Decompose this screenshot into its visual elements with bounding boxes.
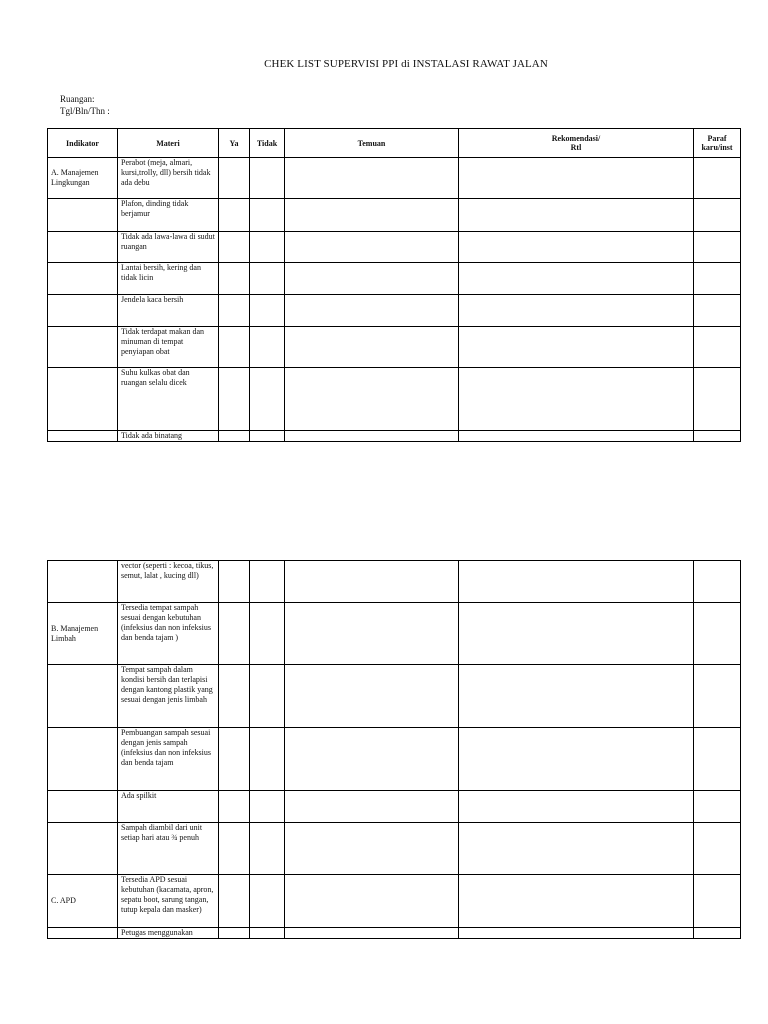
paraf-cell[interactable] [694,561,741,603]
table-row [48,295,741,327]
tidak-cell[interactable] [250,368,285,431]
temuan-cell[interactable] [285,368,459,431]
indikator-cell [48,823,118,875]
paraf-cell[interactable] [694,295,741,327]
tidak-cell[interactable] [250,327,285,368]
indikator-cell [48,327,118,368]
ya-cell[interactable] [219,928,250,939]
rekomendasi-cell[interactable] [459,665,694,728]
table-row [48,791,741,823]
table-row [48,928,741,939]
paraf-cell[interactable] [694,199,741,232]
indikator-cell [48,295,118,327]
materi-cell: Lantai bersih, kering dan tidak licin [118,263,219,295]
tidak-cell[interactable] [250,199,285,232]
paraf-cell[interactable] [694,875,741,928]
temuan-cell[interactable] [285,327,459,368]
paraf-cell[interactable] [694,327,741,368]
paraf-cell[interactable] [694,431,741,442]
rekomendasi-cell[interactable] [459,431,694,442]
table-row [48,158,741,199]
temuan-cell[interactable] [285,232,459,263]
materi-cell: Perabot (meja, almari, kursi,trolly, dll) bersih tidak ada debu [118,158,219,199]
table-row [48,199,741,232]
temuan-cell[interactable] [285,665,459,728]
ya-cell[interactable] [219,728,250,791]
materi-cell: vector (seperti : kecoa, tikus, semut, lalat , kucing dll) [118,561,219,603]
tidak-cell[interactable] [250,603,285,665]
ya-cell[interactable] [219,158,250,199]
indikator-cell [48,232,118,263]
tidak-cell[interactable] [250,728,285,791]
rekomendasi-cell[interactable] [459,603,694,665]
ya-cell[interactable] [219,431,250,442]
header-temuan: Temuan [285,129,459,158]
rekomendasi-cell[interactable] [459,561,694,603]
temuan-cell[interactable] [285,158,459,199]
materi-cell: Plafon, dinding tidak berjamur [118,199,219,232]
ya-cell[interactable] [219,263,250,295]
temuan-cell[interactable] [285,431,459,442]
tidak-cell[interactable] [250,295,285,327]
indikator-cell [48,665,118,728]
temuan-cell[interactable] [285,875,459,928]
materi-cell: Tersedia APD sesuai kebutuhan (kacamata, apron, sepatu boot, sarung tangan, tutup kepala dan masker) [118,875,219,928]
temuan-cell[interactable] [285,823,459,875]
paraf-cell[interactable] [694,232,741,263]
materi-cell: Jendela kaca bersih [118,295,219,327]
table-row [48,561,741,603]
tidak-cell[interactable] [250,791,285,823]
checklist-table-page-2 [47,560,741,939]
ya-cell[interactable] [219,603,250,665]
materi-cell: Sampah diambil dari unit setiap hari atau ¾ penuh [118,823,219,875]
materi-cell: Suhu kulkas obat dan ruangan selalu dicek [118,368,219,431]
header-rekomendasi: Rekomendasi/ Rtl [459,129,694,158]
tidak-cell[interactable] [250,823,285,875]
materi-cell: Tersedia tempat sampah sesuai dengan kebutuhan (infeksius dan non infeksius dan benda tajam ) [118,603,219,665]
indikator-cell [48,928,118,939]
table-row [48,368,741,431]
paraf-cell[interactable] [694,823,741,875]
materi-cell: Tidak ada lawa-lawa di sudut ruangan [118,232,219,263]
rekomendasi-cell[interactable] [459,158,694,199]
rekomendasi-cell[interactable] [459,295,694,327]
temuan-cell[interactable] [285,263,459,295]
temuan-cell[interactable] [285,928,459,939]
indikator-cell [48,791,118,823]
temuan-cell[interactable] [285,791,459,823]
indikator-cell [48,561,118,603]
paraf-cell[interactable] [694,928,741,939]
checklist-table-page-1 [47,128,741,442]
rekomendasi-cell[interactable] [459,232,694,263]
rekomendasi-cell[interactable] [459,823,694,875]
tanggal-label: Tgl/Bln/Thn : [60,106,110,116]
tidak-cell[interactable] [250,875,285,928]
ya-cell[interactable] [219,823,250,875]
paraf-cell[interactable] [694,368,741,431]
paraf-cell[interactable] [694,263,741,295]
document-title: CHEK LIST SUPERVISI PPI di INSTALASI RAWAT JALAN [264,58,548,70]
ya-cell[interactable] [219,232,250,263]
materi-cell: Tempat sampah dalam kondisi bersih dan terlapisi dengan kantong plastik yang sesuai dengan jenis limbah [118,665,219,728]
table-row [48,263,741,295]
table-row [48,327,741,368]
table-row [48,823,741,875]
rekomendasi-cell[interactable] [459,928,694,939]
rekomendasi-cell[interactable] [459,368,694,431]
tidak-cell[interactable] [250,158,285,199]
temuan-cell[interactable] [285,603,459,665]
tidak-cell[interactable] [250,928,285,939]
indikator-cell: B. Manajemen Limbah [48,603,118,665]
paraf-cell[interactable] [694,603,741,665]
temuan-cell[interactable] [285,199,459,232]
rekomendasi-cell[interactable] [459,263,694,295]
temuan-cell[interactable] [285,728,459,791]
ya-cell[interactable] [219,199,250,232]
rekomendasi-cell[interactable] [459,791,694,823]
tidak-cell[interactable] [250,431,285,442]
ya-cell[interactable] [219,295,250,327]
materi-cell: Tidak ada binatang [118,431,219,442]
ya-cell[interactable] [219,875,250,928]
header-ya: Ya [219,129,250,158]
paraf-cell[interactable] [694,728,741,791]
indikator-cell: A. Manajemen Lingkungan [48,158,118,199]
indikator-cell [48,368,118,431]
rekomendasi-cell[interactable] [459,327,694,368]
table-row [48,431,741,442]
ya-cell[interactable] [219,561,250,603]
table-row [48,603,741,665]
ya-cell[interactable] [219,368,250,431]
ya-cell[interactable] [219,665,250,728]
paraf-cell[interactable] [694,791,741,823]
materi-cell: Petugas menggunakan [118,928,219,939]
rekomendasi-cell[interactable] [459,728,694,791]
ruangan-label: Ruangan: [60,94,95,104]
temuan-cell[interactable] [285,561,459,603]
ya-cell[interactable] [219,791,250,823]
indikator-cell: C. APD [48,875,118,928]
header-materi: Materi [118,129,219,158]
indikator-cell [48,263,118,295]
tidak-cell[interactable] [250,665,285,728]
indikator-cell [48,728,118,791]
indikator-cell [48,199,118,232]
tidak-cell[interactable] [250,263,285,295]
ya-cell[interactable] [219,327,250,368]
materi-cell: Ada spilkit [118,791,219,823]
tidak-cell[interactable] [250,561,285,603]
tidak-cell[interactable] [250,232,285,263]
materi-cell: Pembuangan sampah sesuai dengan jenis sampah (infeksius dan non infeksius dan benda tajam [118,728,219,791]
rekomendasi-cell[interactable] [459,875,694,928]
paraf-cell[interactable] [694,665,741,728]
rekomendasi-cell[interactable] [459,199,694,232]
header-paraf: Paraf karu/inst [694,129,741,158]
paraf-cell[interactable] [694,158,741,199]
table-row [48,665,741,728]
header-indikator: Indikator [48,129,118,158]
materi-cell: Tidak terdapat makan dan minuman di tempat penyiapan obat [118,327,219,368]
table-row [48,875,741,928]
table-row [48,232,741,263]
indikator-cell [48,431,118,442]
temuan-cell[interactable] [285,295,459,327]
table-row [48,728,741,791]
header-tidak: Tidak [250,129,285,158]
